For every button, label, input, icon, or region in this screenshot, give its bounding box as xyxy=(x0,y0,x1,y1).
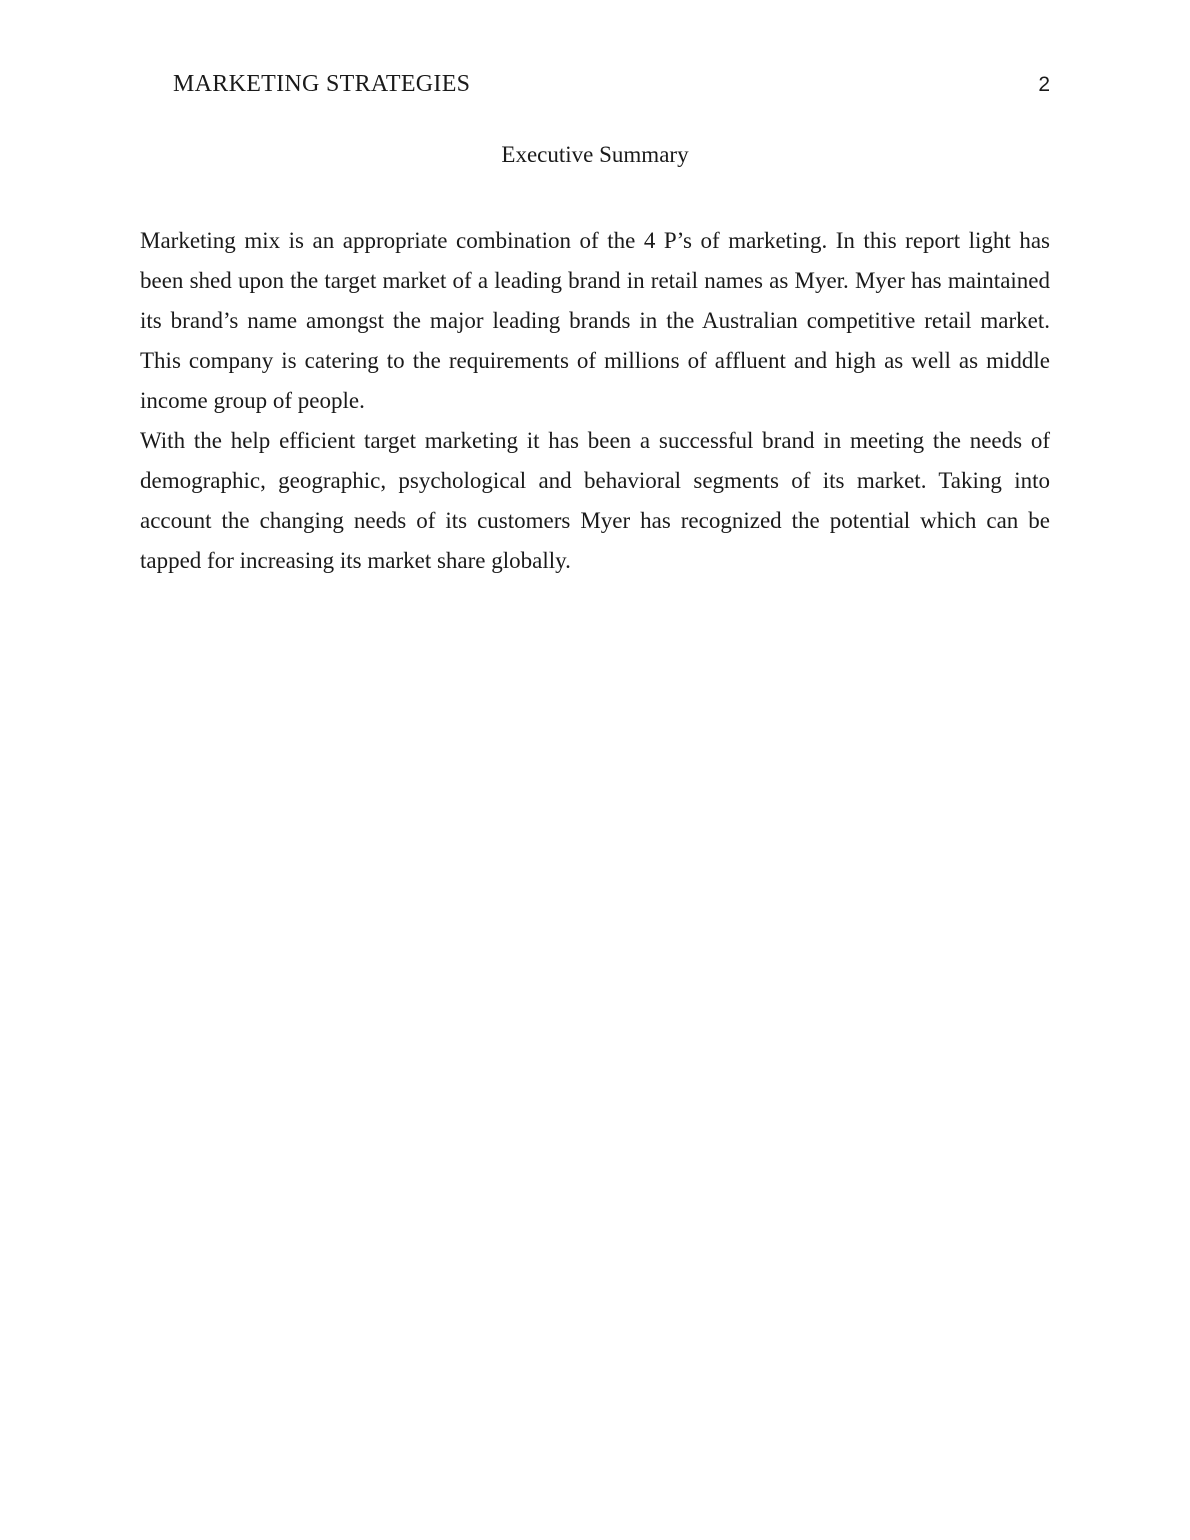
document-body xyxy=(140,221,1050,581)
page-header xyxy=(140,70,1050,99)
paragraph-1: Marketing mix is an appropriate combination of the 4 P’s of marketing. In this report light has been shed upon the target market of a leading brand in retail names as Myer. Myer has maintained its brand’s name amongst the major leading brands in the Australian competitive retail market. This company is catering to the requirements of millions of affluent and high as well as middle income group of people. xyxy=(140,228,1050,413)
page-number: 2 xyxy=(1038,73,1050,96)
running-head: MARKETING STRATEGIES xyxy=(173,71,471,97)
section-title: Executive Summary xyxy=(501,142,689,167)
paragraph-2: With the help efficient target marketing it has been a successful brand in meeting the needs of demographic, geographic, psychological and behavioral segments of its market. Taking into account the changing needs of its customers Myer has recognized the potential which can be tapped for increasing its market share globally. xyxy=(140,428,1050,573)
